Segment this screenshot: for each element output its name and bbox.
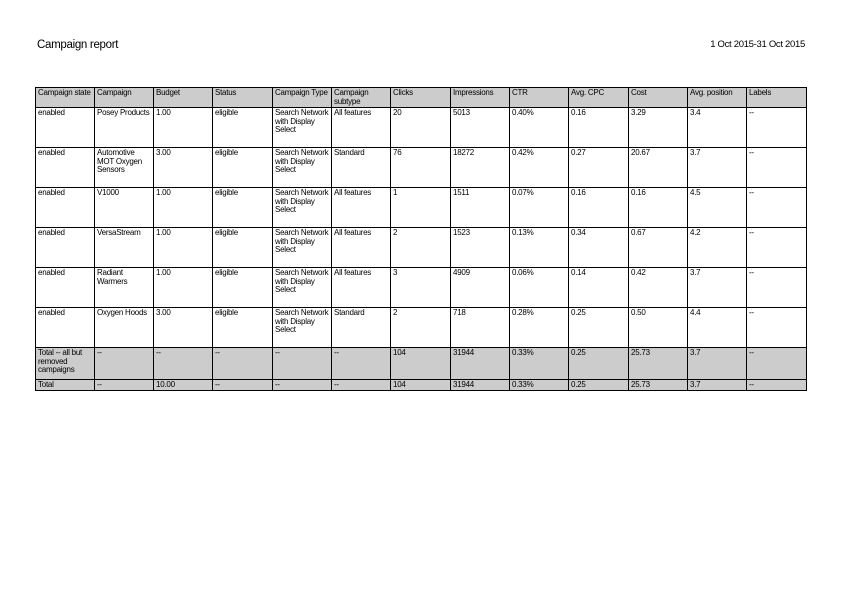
cell-impressions: 1523	[451, 228, 510, 268]
cell-cost: 0.67	[629, 228, 688, 268]
header-avg-cpc: Avg. CPC	[569, 88, 629, 108]
cell-budget: 10.00	[154, 380, 213, 391]
cell-avg-cpc: 0.25	[569, 308, 629, 348]
cell-labels: --	[747, 148, 807, 188]
cell-avg-position: 3.7	[688, 348, 747, 380]
cell-campaign-type: --	[273, 380, 332, 391]
cell-budget: 3.00	[154, 308, 213, 348]
cell-campaign-state: enabled	[36, 108, 95, 148]
cell-total-label: Total -- all but removed campaigns	[36, 348, 95, 380]
cell-impressions: 718	[451, 308, 510, 348]
cell-status: eligible	[213, 188, 273, 228]
cell-campaign-type: Search Network with Display Select	[273, 228, 332, 268]
cell-avg-cpc: 0.27	[569, 148, 629, 188]
cell-campaign-type: Search Network with Display Select	[273, 148, 332, 188]
table-row	[36, 228, 807, 268]
cell-avg-cpc: 0.16	[569, 108, 629, 148]
cell-labels: --	[747, 380, 807, 391]
cell-campaign-subtype: All features	[332, 188, 391, 228]
cell-cost: 20.67	[629, 148, 688, 188]
table-row	[36, 268, 807, 308]
header-avg-position: Avg. position	[688, 88, 747, 108]
cell-avg-position: 4.5	[688, 188, 747, 228]
cell-avg-cpc: 0.14	[569, 268, 629, 308]
cell-labels: --	[747, 348, 807, 380]
cell-campaign: V1000	[95, 188, 154, 228]
cell-ctr: 0.33%	[510, 348, 569, 380]
table-header-row	[36, 88, 807, 108]
cell-campaign: Oxygen Hoods	[95, 308, 154, 348]
cell-total-label: Total	[36, 380, 95, 391]
cell-impressions: 1511	[451, 188, 510, 228]
cell-impressions: 5013	[451, 108, 510, 148]
cell-avg-position: 4.4	[688, 308, 747, 348]
cell-budget: 3.00	[154, 148, 213, 188]
cell-campaign-type: Search Network with Display Select	[273, 268, 332, 308]
table-row	[36, 188, 807, 228]
cell-status: eligible	[213, 228, 273, 268]
cell-avg-cpc: 0.25	[569, 380, 629, 391]
cell-campaign: VersaStream	[95, 228, 154, 268]
cell-cost: 0.16	[629, 188, 688, 228]
header-budget: Budget	[154, 88, 213, 108]
cell-campaign-type: Search Network with Display Select	[273, 108, 332, 148]
cell-avg-position: 3.4	[688, 108, 747, 148]
cell-labels: --	[747, 108, 807, 148]
cell-campaign-type: Search Network with Display Select	[273, 308, 332, 348]
cell-impressions: 4909	[451, 268, 510, 308]
cell-budget: 1.00	[154, 108, 213, 148]
cell-status: eligible	[213, 148, 273, 188]
cell-ctr: 0.07%	[510, 188, 569, 228]
cell-status: eligible	[213, 308, 273, 348]
cell-avg-position: 3.7	[688, 380, 747, 391]
cell-labels: --	[747, 188, 807, 228]
cell-cost: 0.50	[629, 308, 688, 348]
cell-budget: 1.00	[154, 228, 213, 268]
header-campaign-type: Campaign Type	[273, 88, 332, 108]
cell-budget: 1.00	[154, 188, 213, 228]
cell-clicks: 104	[391, 380, 451, 391]
cell-ctr: 0.28%	[510, 308, 569, 348]
cell-budget: --	[154, 348, 213, 380]
cell-clicks: 76	[391, 148, 451, 188]
cell-cost: 25.73	[629, 348, 688, 380]
cell-ctr: 0.33%	[510, 380, 569, 391]
cell-campaign-state: enabled	[36, 308, 95, 348]
header-ctr: CTR	[510, 88, 569, 108]
cell-impressions: 31944	[451, 380, 510, 391]
cell-clicks: 20	[391, 108, 451, 148]
cell-impressions: 31944	[451, 348, 510, 380]
report-date-range: 1 Oct 2015-31 Oct 2015	[710, 39, 805, 50]
cell-impressions: 18272	[451, 148, 510, 188]
cell-clicks: 1	[391, 188, 451, 228]
header-campaign: Campaign	[95, 88, 154, 108]
table-row	[36, 308, 807, 348]
cell-campaign-state: enabled	[36, 148, 95, 188]
cell-campaign-state: enabled	[36, 228, 95, 268]
header-campaign-subtype: Campaign subtype	[332, 88, 391, 108]
cell-ctr: 0.40%	[510, 108, 569, 148]
cell-campaign-subtype: All features	[332, 228, 391, 268]
cell-campaign-state: enabled	[36, 268, 95, 308]
cell-campaign-subtype: Standard	[332, 308, 391, 348]
cell-ctr: 0.42%	[510, 148, 569, 188]
header-status: Status	[213, 88, 273, 108]
cell-campaign-subtype: All features	[332, 108, 391, 148]
total-row	[36, 380, 807, 391]
cell-labels: --	[747, 228, 807, 268]
table-row	[36, 108, 807, 148]
cell-clicks: 104	[391, 348, 451, 380]
cell-campaign: Radiant Warmers	[95, 268, 154, 308]
cell-campaign: Automotive MOT Oxygen Sensors	[95, 148, 154, 188]
cell-avg-position: 3.7	[688, 148, 747, 188]
cell-avg-cpc: 0.16	[569, 188, 629, 228]
cell-campaign: --	[95, 380, 154, 391]
campaign-report-table	[35, 87, 807, 391]
cell-campaign: Posey Products	[95, 108, 154, 148]
cell-avg-cpc: 0.34	[569, 228, 629, 268]
cell-clicks: 2	[391, 228, 451, 268]
cell-campaign-type: Search Network with Display Select	[273, 188, 332, 228]
cell-campaign-subtype: All features	[332, 268, 391, 308]
cell-status: --	[213, 348, 273, 380]
cell-ctr: 0.06%	[510, 268, 569, 308]
cell-avg-position: 4.2	[688, 228, 747, 268]
cell-cost: 0.42	[629, 268, 688, 308]
cell-avg-cpc: 0.25	[569, 348, 629, 380]
header-impressions: Impressions	[451, 88, 510, 108]
cell-status: eligible	[213, 268, 273, 308]
cell-labels: --	[747, 308, 807, 348]
header-labels: Labels	[747, 88, 807, 108]
header-cost: Cost	[629, 88, 688, 108]
header-clicks: Clicks	[391, 88, 451, 108]
cell-ctr: 0.13%	[510, 228, 569, 268]
cell-budget: 1.00	[154, 268, 213, 308]
cell-status: --	[213, 380, 273, 391]
cell-cost: 25.73	[629, 380, 688, 391]
cell-clicks: 2	[391, 308, 451, 348]
report-title: Campaign report	[37, 39, 119, 51]
cell-campaign-type: --	[273, 348, 332, 380]
cell-campaign-subtype: --	[332, 380, 391, 391]
cell-cost: 3.29	[629, 108, 688, 148]
cell-campaign-subtype: --	[332, 348, 391, 380]
cell-labels: --	[747, 268, 807, 308]
header-campaign-state: Campaign state	[36, 88, 95, 108]
cell-campaign: --	[95, 348, 154, 380]
cell-avg-position: 3.7	[688, 268, 747, 308]
cell-campaign-subtype: Standard	[332, 148, 391, 188]
cell-campaign-state: enabled	[36, 188, 95, 228]
cell-clicks: 3	[391, 268, 451, 308]
cell-status: eligible	[213, 108, 273, 148]
table-row	[36, 148, 807, 188]
total-all-but-removed-row	[36, 348, 807, 380]
